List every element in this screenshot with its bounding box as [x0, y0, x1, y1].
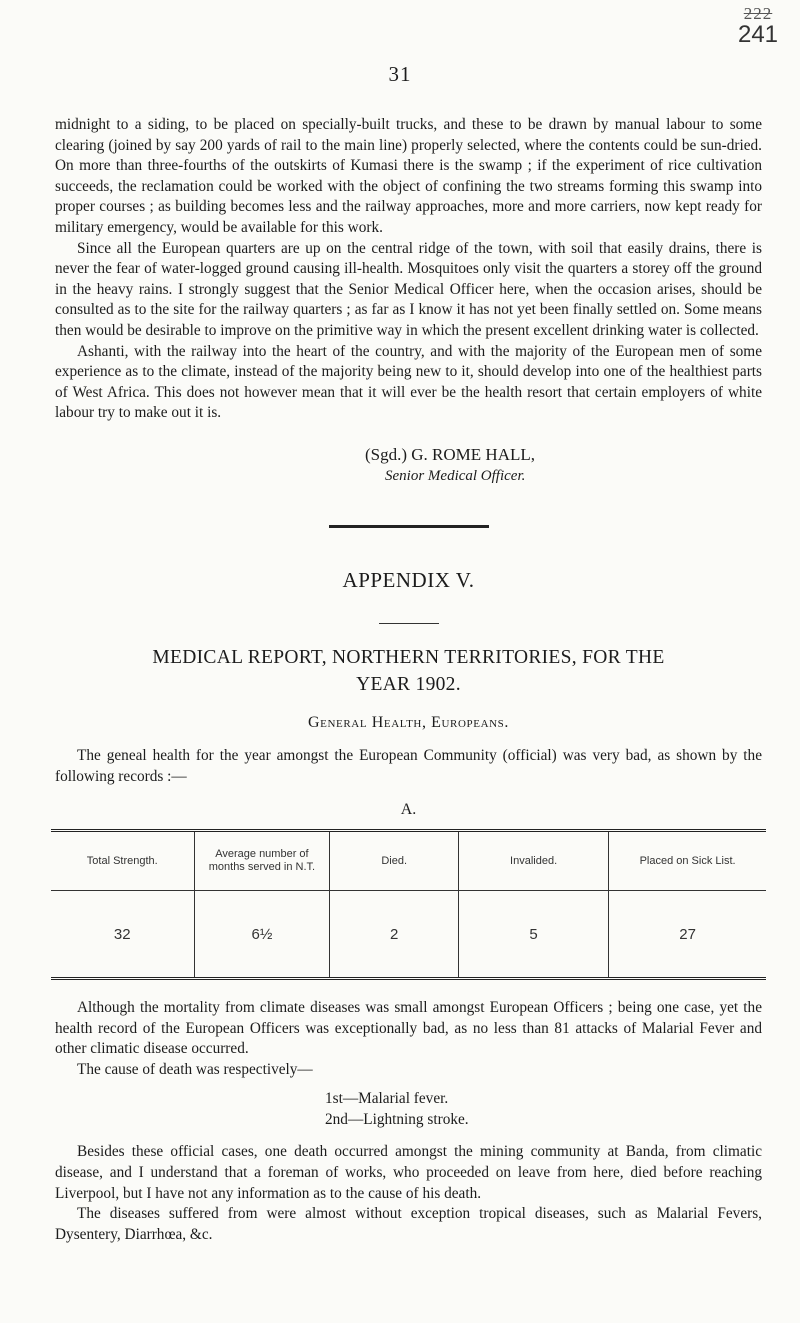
paragraph-swamp: midnight to a siding, to be placed on specially-built trucks, and these to be drawn by manual labour to some clearing (joined by say 200 yards of rail to the main line) properly selected, where the contents could be sun-dried. On more than three-fourths of the outskirts of Kumasi there is the swamp ; if the experiment of rice cultivation succeeds, the reclamation could be worked with the object of confining the two streams forming this swamp into proper courses ; as building becomes less and the railway approaches, more and more carriers, now kept ready for military emergency, would be available for this work.: [55, 116, 762, 236]
cell-died: 2: [330, 891, 459, 979]
header-total-strength: Total Strength.: [51, 831, 194, 891]
cell-invalided: 5: [459, 891, 609, 979]
header-invalided: Invalided.: [459, 831, 609, 891]
list-item: 2nd—Lightning stroke.: [325, 1111, 469, 1129]
header-sick-list: Placed on Sick List.: [609, 831, 766, 891]
header-died: Died.: [330, 831, 459, 891]
cell-sick-list: 27: [609, 891, 766, 979]
signature-line: (Sgd.) G. ROME HALL,: [365, 444, 535, 464]
health-records-table: [51, 829, 766, 980]
section-heading: General Health, Europeans.: [308, 713, 509, 731]
report-title-line-1: MEDICAL REPORT, NORTHERN TERRITORIES, FOR THE: [152, 646, 665, 668]
report-title-line-2: YEAR 1902.: [356, 673, 461, 695]
table-header-row: [51, 831, 766, 891]
paragraph-mortality: Although the mortality from climate diseases was small amongst European Officers ; being one case, yet the health record of the European Officers was exceptionally bad, as no less than 81 attacks of Malarial Fever and other climatic disease occurred.: [55, 999, 762, 1058]
list-item: 1st—Malarial fever.: [325, 1090, 449, 1108]
paragraph-banda: Besides these official cases, one death occurred amongst the mining community at Banda, from climatic disease, and I understand that a foreman of works, who proceeded on leave from here, died before reaching Liverpool, but I have not any information as to the cause of his death.: [55, 1143, 762, 1202]
paragraph-ashanti: Ashanti, with the railway into the heart of the country, and with the majority of the European men of some experience as to the climate, instead of the majority being new to it, should develop into one of the healthiest parts of West Africa. This does not however mean that it will ever be the health resort that certain employers of white labour try to make out it is.: [55, 342, 762, 422]
archive-stamp: [728, 6, 788, 48]
causes-list: [55, 1088, 762, 1130]
cell-average-months: 6½: [194, 891, 330, 979]
page-number: 31: [388, 62, 412, 86]
report-title: [55, 644, 762, 698]
header-average-months: Average number of months served in N.T.: [194, 831, 330, 891]
table-label: A.: [400, 801, 417, 819]
paragraph-diseases: The diseases suffered from were almost without exception tropical diseases, such as Malarial Fevers, Dysentery, Diarrhœa, &c.: [55, 1205, 762, 1243]
paragraph-health-intro: The geneal health for the year amongst the European Community (official) was very bad, as shown by the following records :—: [55, 746, 762, 785]
page-body: [55, 115, 762, 1245]
folio-number: 241: [737, 21, 779, 48]
struck-folio-number: 222: [743, 4, 773, 23]
table-row: [51, 891, 766, 979]
section-divider: [329, 525, 489, 528]
paragraph-quarters: Since all the European quarters are up on the central ridge of the town, with soil that easily drains, there is never the fear of water-logged ground causing ill-health. Mosquitoes only visit the quarters a storey off the ground in the heavy rains. I strongly suggest that the Senior Medical Officer here, when the occasion arises, should be consulted as to the site for the railway quarters ; as far as I know it has not yet been finally settled on. Some means then would be desirable to improve on the primitive way in which the present excellent drinking water is collected.: [55, 239, 762, 339]
short-rule: [379, 623, 439, 624]
cell-total-strength: 32: [113, 925, 131, 943]
appendix-heading: APPENDIX V.: [342, 567, 475, 592]
paragraph-causes-intro: The cause of death was respectively—: [77, 1060, 313, 1078]
signature-title: Senior Medical Officer.: [385, 467, 526, 484]
